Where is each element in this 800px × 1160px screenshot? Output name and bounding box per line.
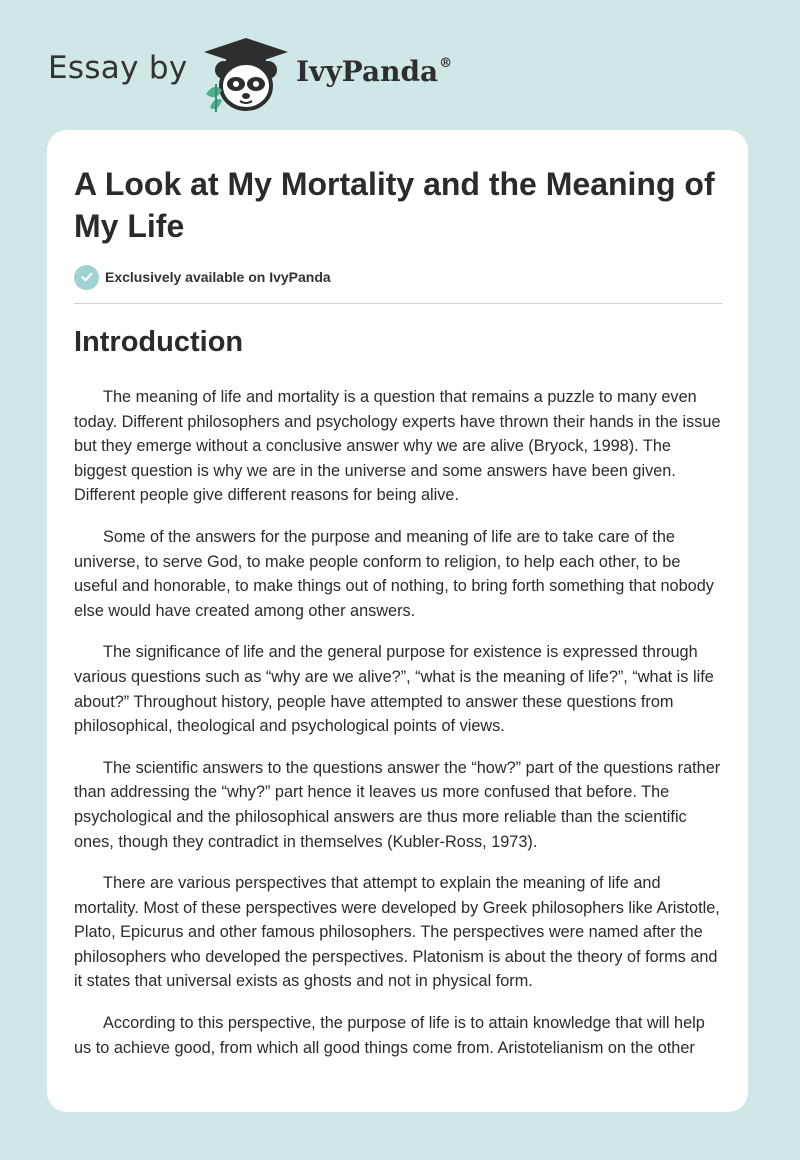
exclusive-badge — [74, 264, 331, 290]
brand-logo-text[interactable] — [296, 55, 452, 88]
essay-body — [74, 385, 724, 1077]
paragraph-2: Some of the answers for the purpose and meaning of life are to take care of the universe, to serve God, to make people conform to religion, to help each other, to be useful and honorable, to make things out of nothing, to bring forth something that nobody else would have created among other answers. — [74, 527, 714, 620]
essay-card — [47, 130, 748, 1112]
essay-by-label: Essay by — [48, 50, 188, 86]
page-title: A Look at My Mortality and the Meaning of My Life — [74, 166, 715, 244]
check-circle-icon — [74, 265, 99, 290]
paragraph-6: According to this perspective, the purpose of life is to attain knowledge that will help us to achieve good, from which all good things come from. Aristotelianism on the other — [74, 1014, 705, 1057]
site-header — [0, 0, 800, 130]
paragraph-4: The scientific answers to the questions answer the “how?” part of the questions rather than addressing the “why?” part hence it leaves us more confused that before. The psychological and the philosophical answers are thus more reliable than the scientific ones, though they contradict in themselves (Kubler-Ross, 1973). — [74, 758, 721, 851]
section-heading-introduction: Introduction — [74, 326, 244, 358]
brand-name: IvyPanda — [296, 55, 439, 88]
panda-graduate-logo-icon[interactable] — [202, 34, 290, 114]
registered-mark: ® — [439, 55, 453, 71]
divider — [74, 303, 722, 304]
paragraph-1: The meaning of life and mortality is a question that remains a puzzle to many even today. Different philosophers and psychology experts have thrown their hands in the issue but they emerge without a conclusive answer why we are alive (Bryock, 1998). The biggest question is why we are in the universe and some answers have been given. Different people give different reasons for being alive. — [74, 388, 721, 505]
exclusive-badge-label: Exclusively available on IvyPanda — [105, 269, 331, 285]
paragraph-3: The significance of life and the general purpose for existence is expressed through various questions such as “why are we alive?”, “what is the meaning of life?”, “what is life about?” Throughout history, people have attempted to answer these questions from philosophical, theological and psychological points of views. — [74, 643, 714, 736]
paragraph-5: There are various perspectives that attempt to explain the meaning of life and mortality. Most of these perspectives were developed by Greek philosophers like Aristotle, Plato, Epicurus and other famous philosophers. The perspectives were named after the philosophers who developed the perspectives. Platonism is about the theory of forms and it states that universal exists as ghosts and not in physical form. — [74, 874, 720, 991]
